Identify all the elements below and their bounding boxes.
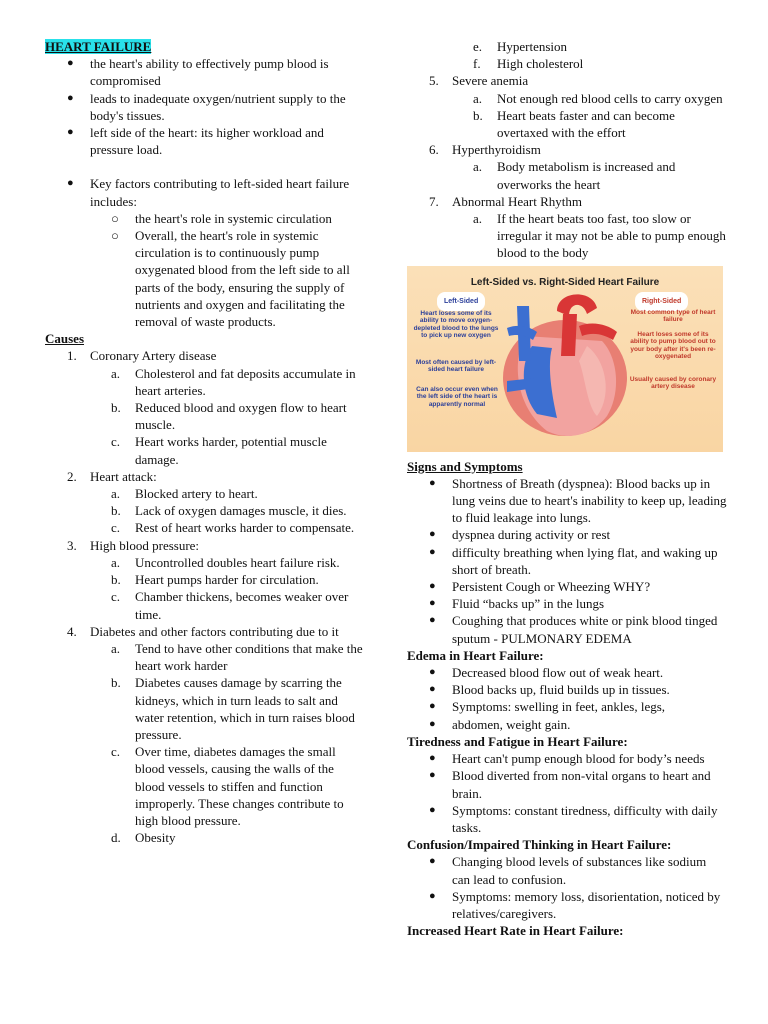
list-item-text: Persistent Cough or Wheezing WHY? xyxy=(452,579,651,595)
sub-item xyxy=(45,743,365,829)
cause-label: Coronary Artery disease xyxy=(90,348,217,364)
sub-item-text: Tend to have other conditions that make the heart work harder xyxy=(135,640,363,674)
page-title: HEART FAILURE xyxy=(45,39,152,54)
list-number: 7. xyxy=(429,193,439,209)
key-factors-list xyxy=(45,175,365,330)
bullet-icon: ● xyxy=(429,752,436,765)
sub-item-text: High cholesterol xyxy=(497,56,584,72)
list-item-text: Overall, the heart's role in systemic circulation is to continuously pump oxygenated blood from the left side to all parts of the body, ensuring the supply of nutrients and oxygen and facilitating the removal of waste products. xyxy=(135,228,350,330)
list-item-text: Key factors contributing to left-sided heart failure includes: xyxy=(90,176,350,209)
sub-item xyxy=(45,674,365,743)
list-number: 2. xyxy=(67,468,77,484)
list-item-text: Blood diverted from non-vital organs to heart and brain. xyxy=(452,768,711,801)
sub-item-text: Diabetes causes damage by scarring the kidneys, which in turn leads to salt and water retention, which in turn raises blood pressure. xyxy=(135,675,355,742)
signs-heading: Signs and Symptoms xyxy=(407,458,523,474)
sub-item-text: Lack of oxygen damages muscle, it dies. xyxy=(135,503,347,519)
list-item-text: Blood backs up, fluid builds up in tissues. xyxy=(452,682,670,698)
list-number: 3. xyxy=(67,537,77,553)
confusion-heading: Confusion/Impaired Thinking in Heart Failure: xyxy=(407,837,672,853)
sub-item xyxy=(45,829,365,846)
sub-item xyxy=(407,55,727,72)
list-item xyxy=(407,578,727,595)
sub-item xyxy=(407,210,727,262)
list-letter: a. xyxy=(111,365,121,381)
list-item xyxy=(45,55,365,89)
sub-item xyxy=(407,38,727,55)
list-item-text: Fluid “backs up” in the lungs xyxy=(452,596,605,612)
sub-item-text: Heart beats faster and can become overtaxed with the effort xyxy=(497,107,675,141)
list-item xyxy=(407,681,727,698)
sub-item-text: Blocked artery to heart. xyxy=(135,486,258,502)
cause-label: Heart attack: xyxy=(90,468,157,484)
intro-list xyxy=(45,55,365,158)
cause-item xyxy=(45,623,365,640)
right-sided-text: Usually caused by coronary artery disease xyxy=(629,375,717,391)
sub-item-text: Not enough red blood cells to carry oxygen xyxy=(497,90,723,106)
sub-item xyxy=(45,571,365,588)
bullet-icon: ● xyxy=(67,91,74,104)
sub-item-text: Reduced blood and oxygen flow to heart muscle. xyxy=(135,400,347,433)
left-sided-text: Can also occur even when the left side of the heart is apparently normal xyxy=(416,385,498,408)
list-item xyxy=(407,664,727,681)
cause-label: High blood pressure: xyxy=(90,537,200,553)
sub-item xyxy=(45,502,365,519)
circle-bullet-icon: ○ xyxy=(111,210,119,226)
signs-list xyxy=(407,475,727,647)
edema-heading: Edema in Heart Failure: xyxy=(407,647,544,663)
cause-item xyxy=(407,193,727,210)
list-letter: c. xyxy=(111,589,121,605)
right-sided-text: Heart loses some of its ability to pump blood out to your body after it's been re-oxygenated xyxy=(630,330,716,361)
right-sided-tag: Right-Sided xyxy=(635,292,688,311)
list-item-text: Symptoms: constant tiredness, difficulty with daily tasks. xyxy=(452,802,718,835)
list-item xyxy=(407,698,727,715)
list-item-text: left side of the heart: its higher workload and pressure load. xyxy=(90,125,324,158)
list-letter: b. xyxy=(111,572,121,588)
sub-item-text: Chamber thickens, becomes weaker over time. xyxy=(135,589,349,622)
spacer xyxy=(45,158,365,175)
list-number: 5. xyxy=(429,73,439,89)
list-letter: a. xyxy=(473,211,483,227)
list-number: 6. xyxy=(429,142,439,158)
infographic-title: Left-Sided vs. Right-Sided Heart Failure xyxy=(470,276,660,288)
list-letter: b. xyxy=(111,400,121,416)
bullet-icon: ● xyxy=(429,889,436,902)
cause-item xyxy=(45,537,365,554)
list-letter: b. xyxy=(111,675,121,691)
heart-failure-infographic xyxy=(407,266,723,452)
sub-item-text: Obesity xyxy=(135,830,176,846)
causes-list xyxy=(45,347,365,846)
circle-bullet-icon: ○ xyxy=(111,228,119,244)
list-item xyxy=(407,767,727,801)
cause-label: Abnormal Heart Rhythm xyxy=(452,193,582,209)
sub-item-text: Heart works harder, potential muscle damage. xyxy=(135,434,327,467)
list-item xyxy=(45,175,365,209)
cause-item xyxy=(45,468,365,485)
list-item-text: Decreased blood flow out of weak heart. xyxy=(452,665,664,681)
title-line xyxy=(45,38,365,55)
causes-continued-list xyxy=(407,38,727,262)
list-item-text: abdomen, weight gain. xyxy=(452,716,571,732)
list-item xyxy=(407,853,727,887)
sub-item-text: If the heart beats too fast, too slow or irregular it may not be able to pump enough blood to the body xyxy=(497,211,726,261)
bullet-icon: ● xyxy=(429,717,436,730)
list-letter: c. xyxy=(111,434,121,450)
list-letter: a. xyxy=(473,159,483,175)
list-letter: a. xyxy=(111,486,121,502)
right-column xyxy=(407,38,727,939)
list-item xyxy=(407,475,727,527)
list-item xyxy=(407,802,727,836)
list-item xyxy=(407,612,727,646)
list-item xyxy=(407,595,727,612)
cause-item xyxy=(407,72,727,89)
bullet-icon: ● xyxy=(429,614,436,627)
list-item xyxy=(407,750,727,767)
cause-label: Severe anemia xyxy=(452,73,529,89)
sub-item xyxy=(45,399,365,433)
bullet-icon: ● xyxy=(67,57,74,70)
bullet-icon: ● xyxy=(429,597,436,610)
list-letter: d. xyxy=(111,830,121,846)
sub-item xyxy=(45,485,365,502)
list-item xyxy=(407,544,727,578)
list-item xyxy=(407,716,727,733)
bullet-icon: ● xyxy=(429,476,436,489)
list-item-text: Coughing that produces white or pink blood tinged sputum - PULMONARY EDEMA xyxy=(452,613,718,646)
left-sided-text: Most often caused by left-sided heart failure xyxy=(415,358,497,374)
list-letter: c. xyxy=(111,520,121,536)
list-item xyxy=(407,888,727,922)
sub-item xyxy=(45,640,365,674)
left-sided-tag: Left-Sided xyxy=(437,292,485,311)
list-letter: a. xyxy=(473,90,483,106)
bullet-icon: ● xyxy=(429,528,436,541)
causes-heading: Causes xyxy=(45,331,85,347)
sub-item xyxy=(407,90,727,107)
sub-item xyxy=(45,588,365,622)
list-number: 1. xyxy=(67,348,77,364)
list-item xyxy=(45,227,365,330)
list-item-text: Symptoms: memory loss, disorientation, noticed by relatives/caregivers. xyxy=(452,888,721,921)
confusion-list xyxy=(407,853,727,922)
sub-item-text: Rest of heart works harder to compensate. xyxy=(135,520,355,536)
bullet-icon: ● xyxy=(429,666,436,679)
sub-item-text: Cholesterol and fat deposits accumulate in heart arteries. xyxy=(135,365,356,398)
sub-item-text: Over time, diabetes damages the small blood vessels, causing the walls of the blood vessels to stiffen and function improperly. These changes contribute to high blood pressure. xyxy=(135,744,344,828)
bullet-icon: ● xyxy=(67,177,74,190)
left-column xyxy=(45,38,365,846)
list-letter: e. xyxy=(473,39,483,54)
sub-item-text: Hypertension xyxy=(497,39,568,54)
cause-label: Diabetes and other factors contributing due to it xyxy=(90,623,339,639)
fatigue-heading: Tiredness and Fatigue in Heart Failure: xyxy=(407,733,628,749)
list-item-text: leads to inadequate oxygen/nutrient supply to the body's tissues. xyxy=(90,90,346,123)
list-item xyxy=(45,124,365,158)
list-letter: b. xyxy=(473,107,483,123)
list-item-text: difficulty breathing when lying flat, and waking up short of breath. xyxy=(452,544,718,577)
list-item-text: Changing blood levels of substances like sodium can lead to confusion. xyxy=(452,854,707,887)
list-item xyxy=(45,210,365,227)
bullet-icon: ● xyxy=(429,580,436,593)
sub-item-text: Body metabolism is increased and overworks the heart xyxy=(497,159,676,192)
list-item-text: dyspnea during activity or rest xyxy=(452,527,611,543)
sub-item xyxy=(45,519,365,536)
list-item-text: the heart's ability to effectively pump blood is compromised xyxy=(90,56,329,89)
sub-item-text: Uncontrolled doubles heart failure risk. xyxy=(135,554,340,570)
list-item xyxy=(407,526,727,543)
sub-item xyxy=(45,554,365,571)
list-item-text: Symptoms: swelling in feet, ankles, legs, xyxy=(452,699,666,715)
cause-item xyxy=(407,141,727,158)
list-letter: c. xyxy=(111,744,121,760)
list-letter: f. xyxy=(473,56,481,72)
list-item xyxy=(45,90,365,124)
bullet-icon: ● xyxy=(67,126,74,139)
list-number: 4. xyxy=(67,623,77,639)
left-sided-text: Heart loses some of its ability to move oxygen-depleted blood to the lungs to pick up new oxygen xyxy=(413,309,499,340)
right-sided-text: Most common type of heart failure xyxy=(630,308,716,324)
sub-item xyxy=(407,158,727,192)
bullet-icon: ● xyxy=(429,683,436,696)
bullet-icon: ● xyxy=(429,855,436,868)
fatigue-list xyxy=(407,750,727,836)
list-item-text: the heart's role in systemic circulation xyxy=(135,210,332,226)
cause-item xyxy=(45,347,365,364)
list-item-text: Shortness of Breath (dyspnea): Blood backs up in lung veins due to heart's inability to keep up, leading to fluid leakage into lungs. xyxy=(452,475,727,526)
sub-item-text: Heart pumps harder for circulation. xyxy=(135,572,319,588)
heart-rate-heading: Increased Heart Rate in Heart Failure: xyxy=(407,923,624,939)
list-letter: a. xyxy=(111,640,121,656)
sub-item xyxy=(45,433,365,467)
bullet-icon: ● xyxy=(429,769,436,782)
sub-item xyxy=(407,107,727,141)
bullet-icon: ● xyxy=(429,700,436,713)
edema-list xyxy=(407,664,727,733)
list-letter: a. xyxy=(111,554,121,570)
bullet-icon: ● xyxy=(429,545,436,558)
list-letter: b. xyxy=(111,503,121,519)
cause-label: Hyperthyroidism xyxy=(452,142,541,158)
sub-item xyxy=(45,365,365,399)
list-item-text: Heart can't pump enough blood for body’s needs xyxy=(452,751,705,767)
bullet-icon: ● xyxy=(429,803,436,816)
